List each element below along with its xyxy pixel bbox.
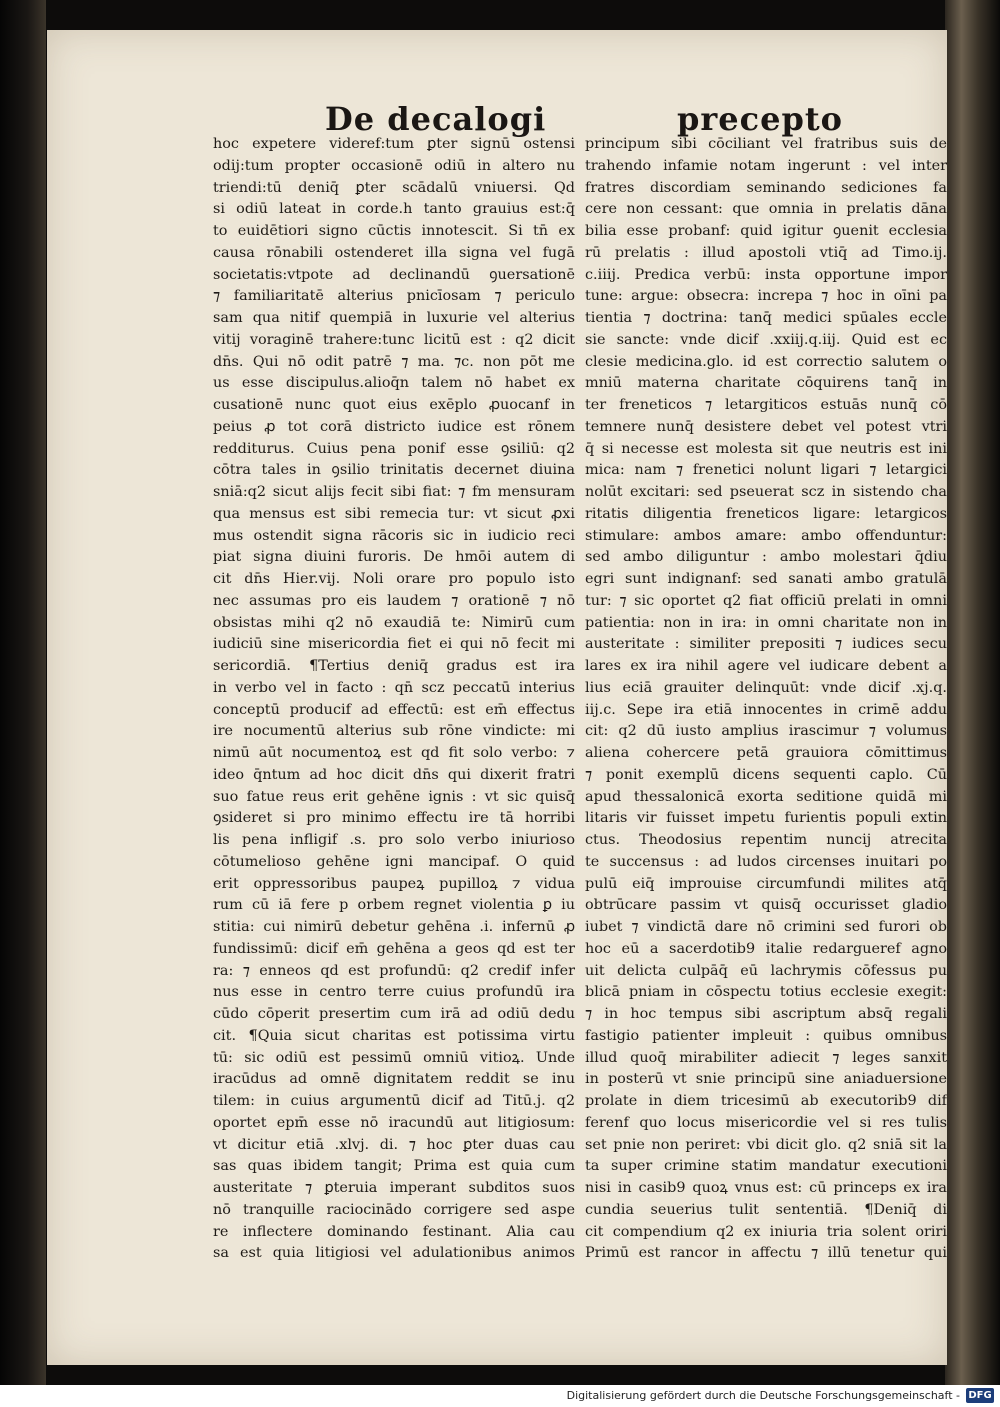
text-line: cit compendium q2 ex iniuria tria solent oriri <box>585 1223 947 1240</box>
text-line: stimulare: ambos amare: ambo offenduntur: <box>585 527 947 544</box>
text-line: sed ambo diliguntur : ambo molestari q̄diu <box>585 549 947 566</box>
text-line: cundia seuerius tulit sententiā. ¶Deniq̄ di <box>585 1201 947 1218</box>
text-line: egri sunt indignanf: sed sanati ambo gratulā <box>585 571 947 587</box>
text-line: ⁊ ponit exemplū dicens sequenti caplo. Cū <box>585 766 947 783</box>
text-line: sniā:q2 sicut alijs fecit sibi fiat: ⁊ fm mensuram <box>213 484 575 500</box>
text-line: societatis:vtpote ad declinandū ꝯuersationē <box>213 266 575 283</box>
text-line: causa rōnabili ostenderet illa signa vel fugā <box>213 244 575 261</box>
text-line: mus ostendit signa rācoris sic in iudicio reci <box>213 527 575 544</box>
text-line: cusationē nunc quot eius exēplo ꝓuocanf in <box>213 397 575 413</box>
text-line: si odiū lateat in corde.h tanto grauius est:q̄ <box>213 201 575 218</box>
text-line: obtrūcare passim vt quisq̄ occurisset gladio <box>585 897 947 914</box>
text-line: bilia esse probanf: quid igitur ꝯuenit ecclesia <box>585 223 947 239</box>
text-line: conceptū producif ad effectū: est em̄ effectus <box>213 701 575 718</box>
scan-edge-right <box>945 0 1000 1385</box>
text-line: mniū materna charitate cōquirens tanq̄ in <box>585 375 947 392</box>
text-line: pulū eiq̄ improuise circumfundi milites atq̄ <box>585 875 947 892</box>
text-line: aliena cohercere petā grauiora cōmittimus <box>585 745 947 761</box>
text-line: trahendo infamie notam ingerunt : vel inter <box>585 157 947 174</box>
text-line: nolūt excitari: sed pseuerat scz in sistendo cha <box>585 484 947 500</box>
text-line: ctus. Theodosius repentim nuncij atrecita <box>585 832 947 848</box>
text-line: apud thessalonicā exorta seditione quidā mi <box>585 788 947 805</box>
text-line: cōtra tales in ꝯsilio trinitatis decernet diuina <box>213 462 575 479</box>
text-line: iubet ⁊ vindictā dare nō crimini sed furori ob <box>585 919 947 935</box>
text-line: us esse discipulus.alioq̄n talem nō habet ex <box>213 375 575 392</box>
text-line: to euidētiori signo cūctis innotescit. Si tn̄ ex <box>213 223 575 239</box>
text-line: iudiciū sine misericordia fiet ei qui nō fecit mi <box>213 636 575 653</box>
text-line: hoc expetere videref:tum ꝑter signū ostensi <box>213 136 575 152</box>
text-line: sa est quia litigiosi vel adulationibus animos <box>213 1245 575 1262</box>
text-line: rū prelatis : illud apostoli vtiq̄ ad Timo.ij. <box>585 244 947 261</box>
text-line: ⁊ familiaritatē alterius pnicīosam ⁊ periculo <box>213 288 575 305</box>
text-line: hoc eū a sacerdotib9 italie redargueref agno <box>585 940 947 957</box>
text-line: suo fatue reus erit gehēne ignis : vt sic quisq̄ <box>213 788 575 805</box>
text-line: tune: argue: obsecra: increpa ⁊ hoc in oīni pa <box>585 288 947 305</box>
text-line: lis pena infligif .s. pro solo verbo iniurioso <box>213 832 575 848</box>
text-column-left <box>213 134 575 1265</box>
text-line: dn̄s. Qui nō odit patrē ⁊ ma. ⁊c. non pōt me <box>213 353 575 370</box>
text-line: ta super crimine statim mandatur executioni <box>585 1158 947 1175</box>
text-line: blicā pniam in cōspectu totius ecclesie exegit: <box>585 984 947 1001</box>
footer-credit: Digitalisierung gefördert durch die Deutsche Forschungsgemeinschaft - <box>566 1389 960 1402</box>
text-line: fundissimū: dicif em̄ gehēna a geos qd est ter <box>213 940 575 957</box>
text-line: ritatis diligentia freneticos ligare: letargicos <box>585 505 947 522</box>
heading-left: De decalogi <box>325 100 547 138</box>
text-line: principum sibi cōciliant vel fratribus suis de <box>585 136 947 152</box>
text-line: q̄ si necesse est molesta sit que neutris est ini <box>585 440 947 457</box>
text-line: in posterū vt snie principū sine aniaduersione <box>585 1071 947 1088</box>
text-line: in verbo vel in facto : qn̄ scz peccatū interius <box>213 679 575 696</box>
text-line: triendi:tū deniq̄ ꝑter scādalū vniuersi. Qd <box>213 179 575 196</box>
text-line: litaris vir fuisset impetu furientis populi extin <box>585 810 947 827</box>
text-line: prolate in diem tricesimū ab executorib9 dif <box>585 1093 947 1109</box>
text-line: ideo q̄ntum ad hoc dicit dn̄s qui dixerit fratri <box>213 766 575 783</box>
text-line: peius ꝓ tot corā districto iudice est rōnem <box>213 418 575 435</box>
text-line: tientia ⁊ doctrina: tanq̄ medici spūales eccle <box>585 310 947 326</box>
text-line: iracūdus ad omnē dignitatem reddit se inu <box>213 1071 575 1088</box>
text-line: cōtumelioso gehēne igni mancipaf. O quid <box>213 853 575 870</box>
text-line: cit dn̄s Hier.vij. Noli orare pro populo isto <box>213 571 575 587</box>
text-line: obsistas mihi q2 nō exaudiā te: Nimirū cum <box>213 614 575 631</box>
text-line: nō tranquille raciocinādo corrigere sed aspe <box>213 1201 575 1218</box>
text-line: sas quas ibidem tangit; Prima est quia cum <box>213 1158 575 1175</box>
text-line: odij:tum propter occasionē odiū in altero nu <box>213 157 575 174</box>
text-line: patientia: non in ira: in omni charitate non in <box>585 614 947 631</box>
text-line: nimū aūt nocumentoꝝ est qd fit solo verbo: ⁊ <box>213 745 575 761</box>
text-line: ⁊ in hoc tempus sibi ascriptum absq̄ regali <box>585 1006 947 1022</box>
text-line: erit oppressoribus paupeꝝ pupilloꝝ ⁊ vidua <box>213 875 575 892</box>
text-line: nus esse in centro terre cuius profundū ira <box>213 984 575 1001</box>
text-line: ter freneticos ⁊ letargiticos estuās nunq̄ cō <box>585 397 947 413</box>
text-line: tū: sic odiū est pessimū omniū vitioꝝ. Unde <box>213 1049 575 1066</box>
text-line: cere non cessant: que omnia in prelatis dāna <box>585 201 947 218</box>
text-line: lius eciā grauiter delinquūt: vnde dicif .xj.q. <box>585 679 947 696</box>
text-line: iij.c. Sepe ira etiā innocentes in crimē addu <box>585 701 947 718</box>
text-line: ire nocumentū alterius sub rōne vindicte: mi <box>213 723 575 740</box>
text-line: cit. ¶Quia sicut charitas est potissima virtu <box>213 1027 575 1044</box>
text-line: ferenf quo locus misericordie vel si res tulis <box>585 1114 947 1131</box>
text-line: austeritate ⁊ ꝑteruia imperant subditos suos <box>213 1180 575 1196</box>
footer-bar <box>0 1385 1000 1407</box>
book-page <box>47 30 947 1365</box>
text-line: nec assumas pro eis laudem ⁊ orationē ⁊ nō <box>213 592 575 609</box>
text-line: rum cū iā fere p orbem regnet violentia ꝑ iu <box>213 897 575 914</box>
text-line: uit delicta culpāq̄ eū lachrymis cōfessus pu <box>585 962 947 979</box>
text-line: Primū est rancor in affectu ⁊ illū tenetur qui <box>585 1245 947 1262</box>
text-line: clesie medicina.glo. id est correctio salutem o <box>585 353 947 370</box>
text-line: re inflectere dominando festinant. Alia cau <box>213 1223 575 1240</box>
text-line: set pnie non periret: vbi dicit glo. q2 sniā sit la <box>585 1136 947 1153</box>
text-line: temnere nunq̄ desistere debet vel potest vtri <box>585 418 947 435</box>
text-line: lares ex ira nihil agere vel iudicare debent a <box>585 658 947 674</box>
text-line: oportet epm̄ esse nō iracundū aut litigiosum: <box>213 1114 575 1131</box>
text-line: nisi in casib9 quoꝝ vnus est: cū princeps ex ira <box>585 1180 947 1196</box>
text-line: stitia: cui nimirū debetur gehēna .i. infernū ꝓ <box>213 919 575 935</box>
text-line: c.iiij. Predica verbū: insta opportune impor <box>585 266 947 283</box>
text-line: ꝯsideret si pro minimo effectu ire tā horribi <box>213 810 575 827</box>
text-line: ra: ⁊ enneos qd est profundū: q2 credif infer <box>213 962 575 979</box>
scan-edge-left <box>0 0 46 1385</box>
text-line: cūdo cōperit presertim cum irā ad odiū dedu <box>213 1006 575 1022</box>
text-line: mica: nam ⁊ frenetici nolunt ligari ⁊ letargici <box>585 462 947 479</box>
text-line: tilem: in cuius argumentū dicif ad Titū.j. q2 <box>213 1093 575 1109</box>
text-line: vt dicitur etiā .xlvj. di. ⁊ hoc ꝑter duas cau <box>213 1136 575 1153</box>
text-line: vitij voraginē trahere:tunc licitū est : q2 dicit <box>213 331 575 348</box>
text-line: sericordiā. ¶Tertius deniq̄ gradus est ira <box>213 658 575 674</box>
text-line: sie sancte: vnde dicif .xxiij.q.iij. Quid est ec <box>585 331 947 348</box>
text-line: sam qua nitif quempiā in luxurie vel alterius <box>213 310 575 326</box>
text-column-right <box>585 134 947 1265</box>
text-line: qua mensus est sibi remecia tur: vt sicut ꝓxi <box>213 505 575 522</box>
text-line: austeritate : similiter prepositi ⁊ iudices secu <box>585 636 947 653</box>
text-line: redditurus. Cuius pena ponif esse ꝯsiliū: q2 <box>213 440 575 457</box>
heading-right: precepto <box>677 100 843 138</box>
dfg-logo-badge: DFG <box>966 1388 994 1403</box>
text-line: cit: q2 dū iusto amplius irascimur ⁊ volumus <box>585 723 947 740</box>
text-line: piat signa diuini furoris. De hmōi autem di <box>213 549 575 566</box>
text-line: illud quoq̄ mirabiliter adiecit ⁊ leges sanxit <box>585 1049 947 1066</box>
text-line: te succensus : ad ludos circenses inuitari po <box>585 853 947 870</box>
text-line: fastigio patienter impleuit : quibus omnibus <box>585 1027 947 1044</box>
text-line: fratres discordiam seminando sediciones fa <box>585 179 947 196</box>
text-line: tur: ⁊ sic oportet q2 fiat officiū prelati in omni <box>585 592 947 609</box>
